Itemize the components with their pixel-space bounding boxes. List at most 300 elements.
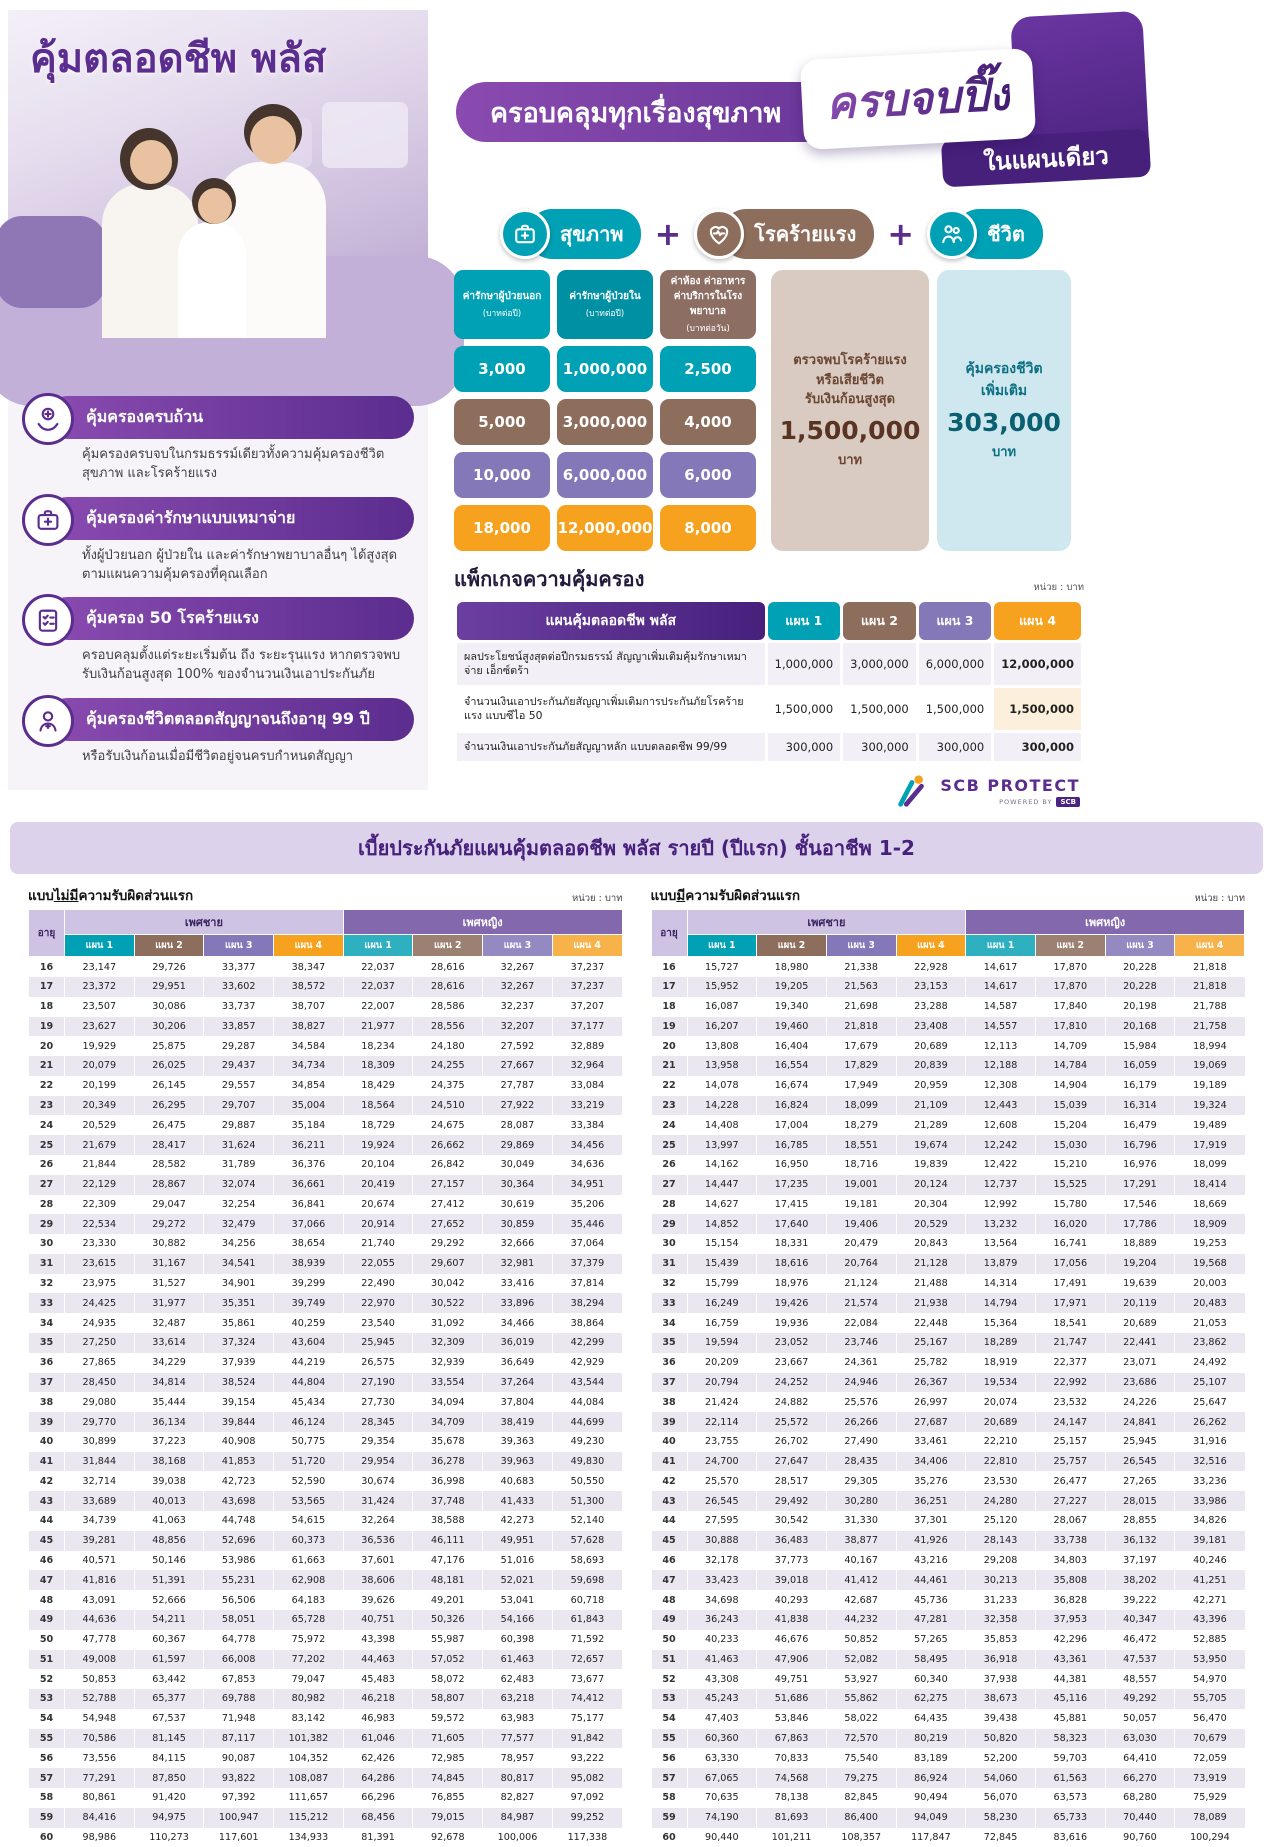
table-cell: 33,689 — [65, 1491, 135, 1511]
table-cell: 32,714 — [65, 1471, 135, 1491]
male-plan-2-header: แผน 2 — [134, 935, 204, 957]
table-cell: 18,564 — [343, 1096, 413, 1116]
table-cell: 37,814 — [552, 1274, 622, 1294]
table-cell: 25,576 — [826, 1392, 896, 1412]
table-cell: 59,698 — [552, 1570, 622, 1590]
table-cell: 70,833 — [757, 1748, 827, 1768]
table-cell: 32,074 — [204, 1175, 274, 1195]
table-cell: 42,723 — [204, 1471, 274, 1491]
table-cell: 29,887 — [204, 1115, 274, 1135]
table-cell: 41,433 — [483, 1491, 553, 1511]
table-cell: 14,617 — [966, 977, 1036, 997]
table-cell: 15,984 — [1105, 1036, 1175, 1056]
female-plan-2-header: แผน 2 — [413, 935, 483, 957]
table-cell: 57,265 — [896, 1630, 966, 1650]
female-column-header: เพศหญิง — [343, 910, 622, 935]
table-cell: 74,190 — [687, 1808, 757, 1828]
table-cell: 17,829 — [826, 1056, 896, 1076]
table-cell: 31,789 — [204, 1155, 274, 1175]
table-cell: 38,419 — [483, 1412, 553, 1432]
table-cell: 43,396 — [1175, 1610, 1245, 1630]
table-cell: 29,354 — [343, 1432, 413, 1452]
table-cell: 58 — [29, 1788, 65, 1808]
table-cell: 49,201 — [413, 1590, 483, 1610]
badge-label: ชีวิต — [955, 209, 1043, 259]
gender-header-row — [651, 910, 1245, 935]
table-cell: 46,111 — [413, 1531, 483, 1551]
table-cell: 36,918 — [966, 1650, 1036, 1670]
table-cell: 60,373 — [274, 1531, 344, 1551]
table-cell: 27,250 — [65, 1333, 135, 1353]
table-cell: 22,309 — [65, 1195, 135, 1215]
table-cell: 47,403 — [687, 1709, 757, 1729]
table-cell: 27 — [651, 1175, 687, 1195]
table-cell: 18,909 — [1175, 1214, 1245, 1234]
table-cell: 40,293 — [757, 1590, 827, 1610]
male-plan-3-header: แผน 3 — [826, 935, 896, 957]
table-cell: 14,617 — [966, 957, 1036, 977]
table-cell: 48,557 — [1105, 1669, 1175, 1689]
table-row — [651, 1412, 1245, 1432]
table-cell: 15,439 — [687, 1254, 757, 1274]
table-cell: 60,398 — [483, 1630, 553, 1650]
table-row — [651, 1313, 1245, 1333]
table-cell: 43,604 — [274, 1333, 344, 1353]
premium-unit: หน่วย : บาท — [1194, 893, 1245, 905]
table-cell: 31,233 — [966, 1590, 1036, 1610]
table-cell: 14,709 — [1035, 1036, 1105, 1056]
table-cell: 25,945 — [1105, 1432, 1175, 1452]
table-cell: 19,936 — [757, 1313, 827, 1333]
table-cell: 27,265 — [1105, 1471, 1175, 1491]
table-cell: 26,367 — [896, 1373, 966, 1393]
table-cell: 32,479 — [204, 1214, 274, 1234]
table-cell: 30,674 — [343, 1471, 413, 1491]
table-cell: 54 — [651, 1709, 687, 1729]
table-cell: 14,627 — [687, 1195, 757, 1215]
table-cell: 134,933 — [274, 1828, 344, 1847]
table-cell: 50,057 — [1105, 1709, 1175, 1729]
table-cell: 41,838 — [757, 1610, 827, 1630]
female-plan-2-header: แผน 2 — [1035, 935, 1105, 957]
table-cell: 12,188 — [966, 1056, 1036, 1076]
table-row — [651, 977, 1245, 997]
table-cell: 1,000,000 — [768, 643, 841, 685]
table-cell: 83,142 — [274, 1709, 344, 1729]
table-cell: 32,237 — [483, 997, 553, 1017]
table-cell: 32,267 — [483, 977, 553, 997]
table-cell: 32,207 — [483, 1017, 553, 1037]
table-cell: 59 — [651, 1808, 687, 1828]
table-cell: 117,847 — [896, 1828, 966, 1847]
table-cell: 43,361 — [1035, 1650, 1105, 1670]
table-cell: 60,718 — [552, 1590, 622, 1610]
table-cell: 56 — [651, 1748, 687, 1768]
table-row — [29, 1115, 623, 1135]
table-cell: 18,331 — [757, 1234, 827, 1254]
table-cell: 71,948 — [204, 1709, 274, 1729]
table-cell: 24,280 — [966, 1491, 1036, 1511]
table-cell: 37,223 — [134, 1432, 204, 1452]
table-cell: 40,751 — [343, 1610, 413, 1630]
table-cell: 5,000 — [454, 399, 550, 445]
table-cell: 40 — [29, 1432, 65, 1452]
table-cell: 31,916 — [1175, 1432, 1245, 1452]
table-cell: 57,628 — [552, 1531, 622, 1551]
table-row — [651, 1709, 1245, 1729]
table-cell: 36,211 — [274, 1135, 344, 1155]
table-cell: 19,181 — [826, 1195, 896, 1215]
table-cell: 38,524 — [204, 1373, 274, 1393]
table-cell: 6,000,000 — [557, 452, 653, 498]
title-rest: ความรับผิดส่วนแรก — [685, 888, 801, 905]
table-cell: 21 — [29, 1056, 65, 1076]
table-cell: 59,572 — [413, 1709, 483, 1729]
table-cell: 97,092 — [552, 1788, 622, 1808]
table-cell: 23,372 — [65, 977, 135, 997]
table-cell: 14,794 — [966, 1293, 1036, 1313]
table-cell: 39,154 — [204, 1392, 274, 1412]
table-cell: 17 — [29, 977, 65, 997]
table-cell: 18,919 — [966, 1353, 1036, 1373]
table-cell: 77,291 — [65, 1768, 135, 1788]
table-cell: 20,119 — [1105, 1293, 1175, 1313]
table-cell: 16,741 — [1035, 1234, 1105, 1254]
table-cell: 23 — [29, 1096, 65, 1116]
table-cell: 62,275 — [896, 1689, 966, 1709]
table-cell: 19,594 — [687, 1333, 757, 1353]
table-cell: 32,267 — [483, 957, 553, 977]
table-cell: 38,606 — [343, 1570, 413, 1590]
table-cell: 74,568 — [757, 1768, 827, 1788]
table-cell: 95,082 — [552, 1768, 622, 1788]
benefit-header-row — [454, 270, 756, 339]
table-cell: 37,938 — [966, 1669, 1036, 1689]
table-cell: 36 — [29, 1353, 65, 1373]
photo-father-face — [250, 116, 296, 164]
logo-brand-name: SCB PROTECT — [940, 775, 1080, 795]
badge-critical-illness — [694, 209, 874, 259]
table-cell: 18,669 — [1175, 1195, 1245, 1215]
table-cell: 71,605 — [413, 1729, 483, 1749]
table-cell: 25 — [29, 1135, 65, 1155]
table-cell: 46,472 — [1105, 1630, 1175, 1650]
table-cell: 35,276 — [896, 1471, 966, 1491]
table-cell: 19,253 — [1175, 1234, 1245, 1254]
table-cell: 34,584 — [274, 1036, 344, 1056]
table-cell: 16,087 — [687, 997, 757, 1017]
table-cell: 15,154 — [687, 1234, 757, 1254]
table-cell: 22,810 — [966, 1452, 1036, 1472]
features-panel — [8, 380, 428, 790]
table-cell: 32,254 — [204, 1195, 274, 1215]
table-cell: 28,616 — [413, 977, 483, 997]
table-cell: 25,875 — [134, 1036, 204, 1056]
table-cell: 33 — [651, 1293, 687, 1313]
table-cell: 37,064 — [552, 1234, 622, 1254]
table-cell: 38,202 — [1105, 1570, 1175, 1590]
table-cell: 23,408 — [896, 1017, 966, 1037]
table-cell: 54,970 — [1175, 1669, 1245, 1689]
table-cell: 29,272 — [134, 1214, 204, 1234]
table-cell: 30,542 — [757, 1511, 827, 1531]
table-cell: 19,324 — [1175, 1096, 1245, 1116]
table-cell: 12,422 — [966, 1155, 1036, 1175]
table-cell: 45,736 — [896, 1590, 966, 1610]
table-cell: 49,951 — [483, 1531, 553, 1551]
table-cell: 21,053 — [1175, 1313, 1245, 1333]
feature-description: หรือรับเงินก้อนเมื่อมีชีวิตอยู่จนครบกำหนดสัญญา — [82, 749, 354, 765]
table-cell: 64,435 — [896, 1709, 966, 1729]
table-cell: 55,862 — [826, 1689, 896, 1709]
table-cell: 38,673 — [966, 1689, 1036, 1709]
table-cell: 42,273 — [483, 1511, 553, 1531]
table-cell: 20,079 — [65, 1056, 135, 1076]
age-column-header: อายุ — [29, 910, 65, 957]
premium-table-with-deductible — [651, 884, 1246, 1847]
table-cell: 16 — [29, 957, 65, 977]
table-cell: 55 — [29, 1729, 65, 1749]
table-cell: 20,198 — [1105, 997, 1175, 1017]
table-cell: 39,181 — [1175, 1531, 1245, 1551]
table-cell: 20,764 — [826, 1254, 896, 1274]
table-cell: 19,069 — [1175, 1056, 1245, 1076]
table-cell: 26,575 — [343, 1353, 413, 1373]
table-row — [29, 1373, 623, 1393]
table-cell: 77,577 — [483, 1729, 553, 1749]
table-row — [29, 1293, 623, 1313]
table-cell: 36,251 — [896, 1491, 966, 1511]
table-cell: 53,950 — [1175, 1650, 1245, 1670]
table-cell: 21,109 — [896, 1096, 966, 1116]
table-cell: 51 — [651, 1650, 687, 1670]
table-cell: 22,490 — [343, 1274, 413, 1294]
table-cell: 16,785 — [757, 1135, 827, 1155]
table-cell: 79,047 — [274, 1669, 344, 1689]
table-cell: 29,287 — [204, 1036, 274, 1056]
table-cell: 18,976 — [757, 1274, 827, 1294]
table-cell: 36,376 — [274, 1155, 344, 1175]
table-cell: 54,948 — [65, 1709, 135, 1729]
table-row — [29, 1274, 623, 1294]
ci-amount: 1,500,000 — [779, 415, 921, 445]
table-row — [29, 1313, 623, 1333]
table-cell: 18,980 — [757, 957, 827, 977]
table-cell: 35,861 — [204, 1313, 274, 1333]
table-cell: 37,601 — [343, 1551, 413, 1571]
table-cell: 35,206 — [552, 1195, 622, 1215]
table-cell: 61,463 — [483, 1650, 553, 1670]
table-cell: 28,517 — [757, 1471, 827, 1491]
table-cell: 12,113 — [966, 1036, 1036, 1056]
female-plan-1-header: แผน 1 — [343, 935, 413, 957]
table-cell: 60,367 — [134, 1630, 204, 1650]
table-cell: 54 — [29, 1709, 65, 1729]
table-cell: 37,379 — [552, 1254, 622, 1274]
table-cell: 58,693 — [552, 1551, 622, 1571]
table-cell: 39 — [651, 1412, 687, 1432]
table-cell: 46,983 — [343, 1709, 413, 1729]
table-cell: 26,545 — [687, 1491, 757, 1511]
male-column-header: เพศชาย — [65, 910, 344, 935]
header-unit: (บาทต่อปี) — [585, 309, 625, 319]
table-cell: 58,807 — [413, 1689, 483, 1709]
table-cell: 35,808 — [1035, 1570, 1105, 1590]
table-cell: 50 — [651, 1630, 687, 1650]
table-cell: 40,347 — [1105, 1610, 1175, 1630]
female-plan-1-header: แผน 1 — [966, 935, 1036, 957]
medical-bag-icon — [500, 209, 550, 259]
table-row — [29, 1096, 623, 1116]
hero-highlight-text: ครบจบปิ๊ง — [824, 59, 1012, 139]
table-cell: 20 — [651, 1036, 687, 1056]
table-cell: 65,728 — [274, 1610, 344, 1630]
hero-highlight-box — [800, 48, 1036, 150]
table-cell: 17,491 — [1035, 1274, 1105, 1294]
top-section — [0, 0, 1273, 810]
female-plan-4-header: แผน 4 — [1175, 935, 1245, 957]
table-cell: 17,919 — [1175, 1135, 1245, 1155]
table-cell: 13,564 — [966, 1234, 1036, 1254]
table-cell: 23,746 — [826, 1333, 896, 1353]
table-cell: 50,820 — [966, 1729, 1036, 1749]
table-cell: 49 — [29, 1610, 65, 1630]
table-cell: 26,025 — [134, 1056, 204, 1076]
table-cell: 33,461 — [896, 1432, 966, 1452]
table-cell: 15,204 — [1035, 1115, 1105, 1135]
table-row — [651, 1056, 1245, 1076]
feature-title: คุ้มครองชีวิตตลอดสัญญาจนถึงอายุ 99 ปี — [46, 698, 414, 741]
premium-table-title — [651, 884, 801, 906]
table-cell: 26,702 — [757, 1432, 827, 1452]
table-cell: 41,853 — [204, 1452, 274, 1472]
table-cell: 52,666 — [134, 1590, 204, 1610]
table-cell: 37,939 — [204, 1353, 274, 1373]
table-cell: 32,516 — [1175, 1452, 1245, 1472]
table-cell: 24,425 — [65, 1293, 135, 1313]
table-cell: 13,997 — [687, 1135, 757, 1155]
table-cell: 23 — [651, 1096, 687, 1116]
table-cell: 29,557 — [204, 1076, 274, 1096]
table-cell: 32 — [651, 1274, 687, 1294]
table-cell: 20,479 — [826, 1234, 896, 1254]
table-cell: 3,000,000 — [557, 399, 653, 445]
table-cell: 29,437 — [204, 1056, 274, 1076]
table-cell: 27,412 — [413, 1195, 483, 1215]
table-cell: 43,091 — [65, 1590, 135, 1610]
table-row — [29, 1234, 623, 1254]
table-cell: 81,145 — [134, 1729, 204, 1749]
table-cell: 37,953 — [1035, 1610, 1105, 1630]
table-row — [29, 1669, 623, 1689]
table-cell: 26,266 — [826, 1412, 896, 1432]
table-cell: 50,550 — [552, 1471, 622, 1491]
table-cell: 22,129 — [65, 1175, 135, 1195]
table-cell: 60 — [29, 1828, 65, 1847]
table-cell: 27 — [29, 1175, 65, 1195]
table-cell: 21,818 — [1175, 957, 1245, 977]
table-cell: 32,981 — [483, 1254, 553, 1274]
table-cell: 33,384 — [552, 1115, 622, 1135]
table-cell: 41,251 — [1175, 1570, 1245, 1590]
table-cell: 74,412 — [552, 1689, 622, 1709]
badge-life — [927, 209, 1043, 259]
table-cell: 87,850 — [134, 1768, 204, 1788]
table-row — [651, 1452, 1245, 1472]
table-cell: 21,488 — [896, 1274, 966, 1294]
table-cell: 22,970 — [343, 1293, 413, 1313]
table-cell: 38,347 — [274, 957, 344, 977]
table-cell: 42,299 — [552, 1333, 622, 1353]
table-cell: 31,844 — [65, 1452, 135, 1472]
table-cell: 32,358 — [966, 1610, 1036, 1630]
table-cell: 27,787 — [483, 1076, 553, 1096]
table-cell: 39,363 — [483, 1432, 553, 1452]
table-cell: 84,416 — [65, 1808, 135, 1828]
table-cell: 23,627 — [65, 1017, 135, 1037]
table-cell: 58,230 — [966, 1808, 1036, 1828]
table-cell: 54,211 — [134, 1610, 204, 1630]
table-cell: 28,417 — [134, 1135, 204, 1155]
header-unit: (บาทต่อวัน) — [686, 324, 730, 334]
table-cell: 20,843 — [896, 1234, 966, 1254]
table-row — [29, 1452, 623, 1472]
table-cell: 36,828 — [1035, 1590, 1105, 1610]
table-cell: 32,178 — [687, 1551, 757, 1571]
table-cell: 51,016 — [483, 1551, 553, 1571]
table-cell: 24,147 — [1035, 1412, 1105, 1432]
table-cell: 1,500,000 — [843, 688, 916, 730]
feature-description: ทั้งผู้ป่วยนอก ผู้ป่วยใน และค่ารักษาพยาบาลอื่นๆ ได้สูงสุด ตามแผนความคุ้มครองที่คุณเลือก — [82, 547, 398, 582]
table-row — [651, 997, 1245, 1017]
table-cell: 27,922 — [483, 1096, 553, 1116]
table-cell: 21,124 — [826, 1274, 896, 1294]
table-cell: 27,592 — [483, 1036, 553, 1056]
ci-line: รับเงินก้อนสูงสุด — [804, 392, 896, 408]
table-cell: 16,207 — [687, 1017, 757, 1037]
table-cell: 48 — [651, 1590, 687, 1610]
table-row — [29, 1036, 623, 1056]
table-cell: 34,901 — [204, 1274, 274, 1294]
table-cell: 20,914 — [343, 1214, 413, 1234]
table-cell: 28 — [29, 1195, 65, 1215]
table-cell: 22,007 — [343, 997, 413, 1017]
table-cell: 61,563 — [1035, 1768, 1105, 1788]
table-cell: 23,540 — [343, 1313, 413, 1333]
table-cell: 34 — [651, 1313, 687, 1333]
table-cell: 34,456 — [552, 1135, 622, 1155]
table-row — [651, 1828, 1245, 1847]
table-cell: 51 — [29, 1650, 65, 1670]
table-cell: 97,392 — [204, 1788, 274, 1808]
package-plan-name-header: แผนคุ้มตลอดชีพ พลัส — [457, 602, 765, 640]
table-cell: 44,461 — [896, 1570, 966, 1590]
table-row — [29, 1214, 623, 1234]
table-cell: 29 — [651, 1214, 687, 1234]
table-row — [651, 1076, 1245, 1096]
table-cell: 46,676 — [757, 1630, 827, 1650]
table-cell: 52 — [29, 1669, 65, 1689]
hero-subline: ในแผนเดียว — [941, 129, 1151, 188]
table-cell: 29,292 — [413, 1234, 483, 1254]
table-row — [29, 1175, 623, 1195]
table-cell: 90,440 — [687, 1828, 757, 1847]
photo-mother-face — [130, 140, 172, 184]
table-row — [29, 1471, 623, 1491]
table-cell: 52,140 — [552, 1511, 622, 1531]
table-cell: 31,424 — [343, 1491, 413, 1511]
table-row — [651, 1293, 1245, 1313]
